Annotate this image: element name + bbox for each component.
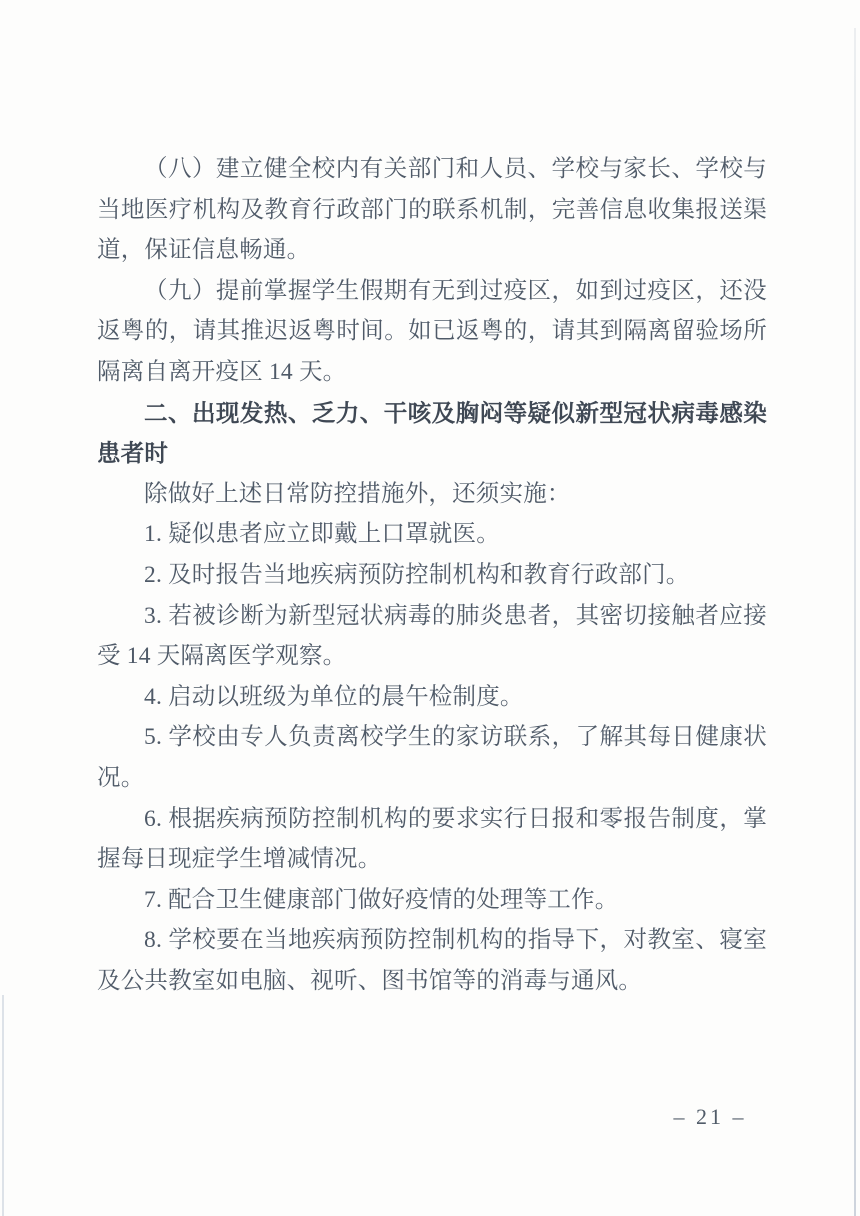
scan-edge-artifact-right [854,28,856,1216]
page-number: – 21 – [673,1104,747,1129]
paragraph-item-8: （八）建立健全校内有关部门和人员、学校与家长、学校与当地医疗机构及教育行政部门的联系机制，完善信息收集报送渠道，保证信息畅通。 [97,156,767,264]
section-heading-2: 二、出现发热、乏力、干咳及胸闷等疑似新型冠状病毒感染患者时 [97,399,767,467]
numbered-item-5: 5. 学校由专人负责离校学生的家访联系，了解其每日健康状况。 [97,724,767,791]
numbered-item-4: 4. 启动以班级为单位的晨午检制度。 [144,683,524,710]
numbered-item-7: 7. 配合卫生健康部门做好疫情的处理等工作。 [144,886,619,913]
scan-edge-artifact-left [2,995,4,1216]
paragraph-item-9: （九）提前掌握学生假期有无到过疫区，如到过疫区，还没返粤的，请其推迟返粤时间。如已返粤的，请其到隔离留验场所隔离自离开疫区 14 天。 [97,277,767,385]
document-body [97,149,767,1001]
numbered-item-8: 8. 学校要在当地疾病预防控制机构的指导下，对教室、寝室及公共教室如电脑、视听、图书馆等的消毒与通风。 [97,927,767,994]
numbered-item-1: 1. 疑似患者应立即戴上口罩就医。 [144,521,500,548]
numbered-item-6: 6. 根据疾病预防控制机构的要求实行日报和零报告制度，掌握每日现症学生增减情况。 [97,805,767,873]
numbered-item-2: 2. 及时报告当地疾病预防控制机构和教育行政部门。 [144,561,690,588]
numbered-item-3: 3. 若被诊断为新型冠状病毒的肺炎患者，其密切接触者应接受 14 天隔离医学观察。 [97,602,767,670]
intro-line: 除做好上述日常防控措施外，还须实施： [144,480,571,507]
